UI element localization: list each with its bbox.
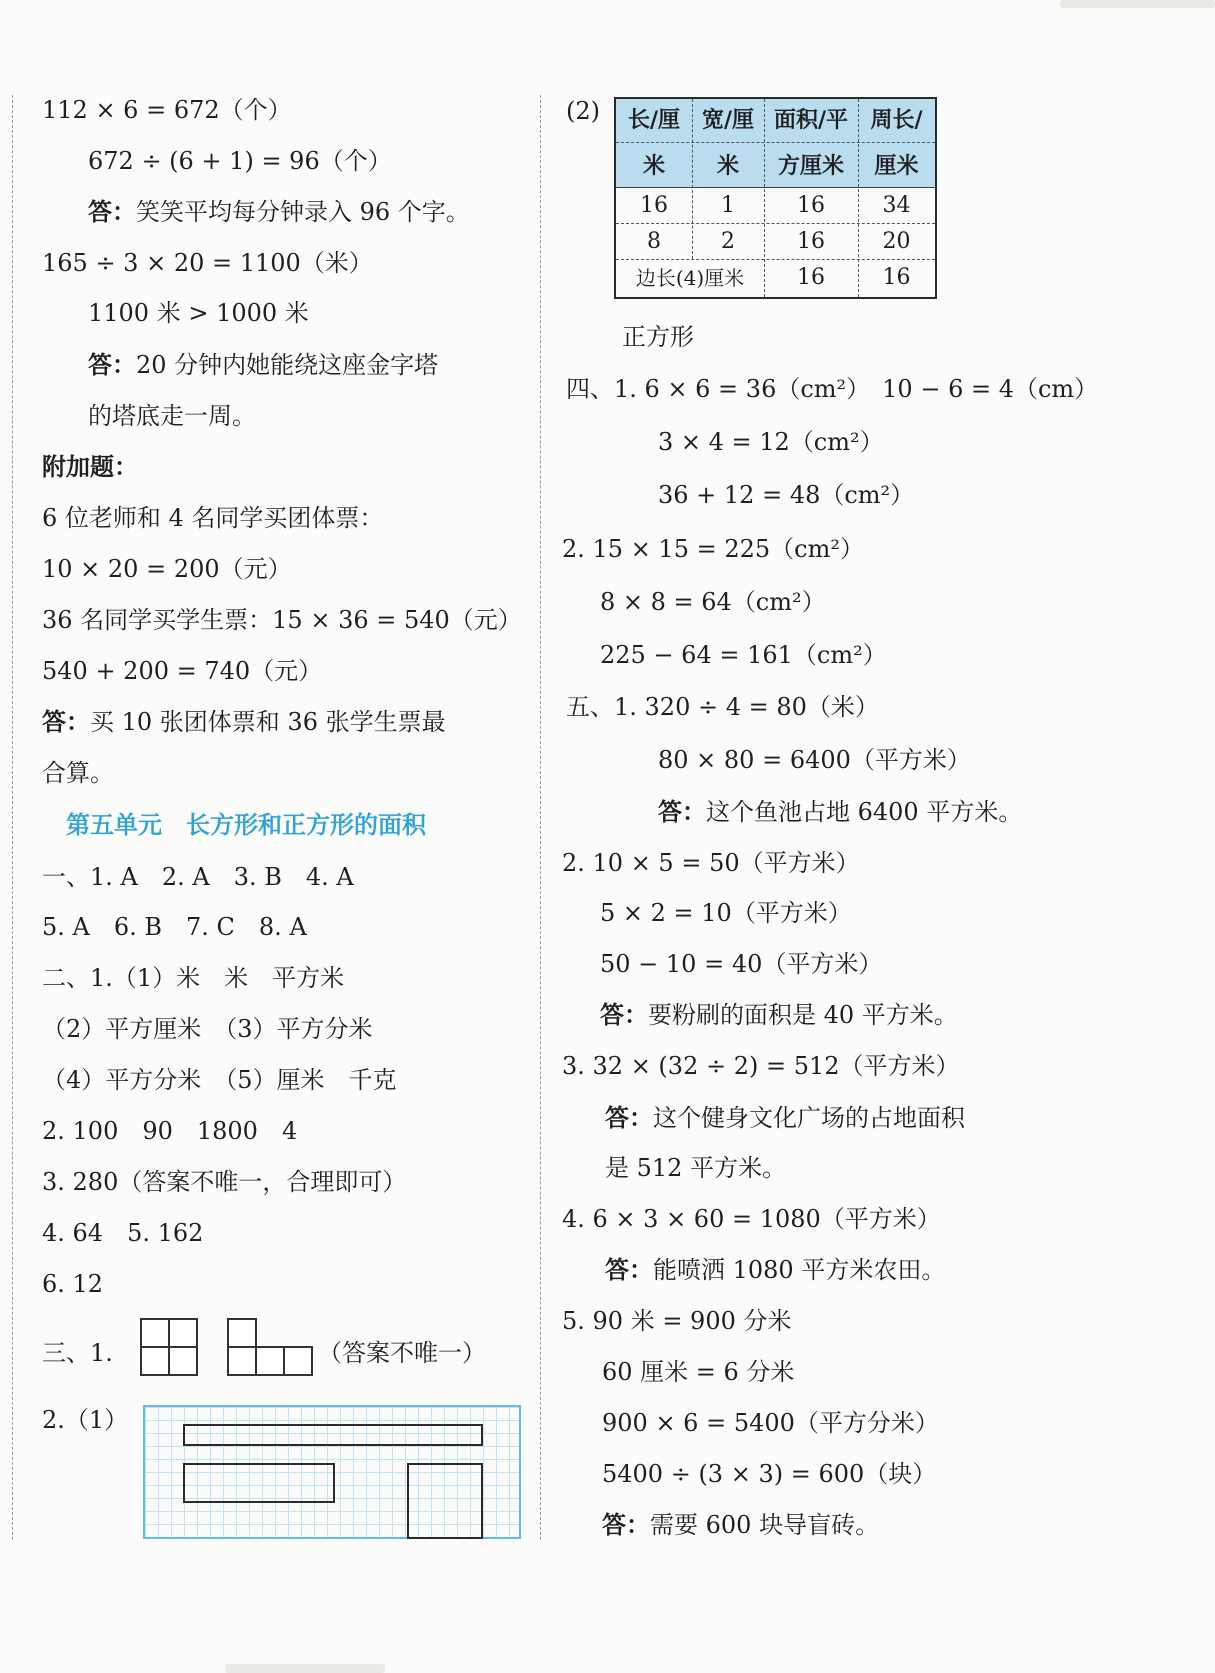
shape-answer: 正方形	[622, 323, 694, 351]
s5-q4-line1: 4. 6 × 3 × 60 = 1080（平方米）	[562, 1205, 941, 1233]
s5-q1-line2: 80 × 80 = 6400（平方米）	[658, 746, 971, 774]
unit5-s2-line4: 2. 100 90 1800 4	[42, 1117, 298, 1145]
s5-q1-line1: 五、1. 320 ÷ 4 = 80（米）	[566, 693, 879, 721]
s5-q4-answer: 答：能喷洒 1080 平方米农田。	[605, 1255, 946, 1284]
unit5-s2-line1: 二、1.（1）米 米 平方米	[42, 964, 345, 992]
table-cell: 16	[640, 193, 668, 218]
table-merged-cell: 边长(4)厘米	[635, 266, 745, 290]
q5-answer-2: 的塔底走一周。	[88, 402, 256, 430]
grid-drawing	[143, 1405, 521, 1539]
unit5-s2-line3: （4）平方分米 （5）厘米 千克	[42, 1066, 397, 1094]
table-cell: 2	[721, 229, 735, 254]
header-width-1: 宽/厘	[701, 107, 755, 133]
column-divider	[540, 95, 541, 1540]
s5-q2-line3: 50 − 10 = 40（平方米）	[600, 950, 883, 978]
unit5-s3-line1: 三、1.	[42, 1339, 113, 1367]
unit5-s2-line6: 4. 64 5. 162	[42, 1219, 204, 1247]
q4-line2: 672 ÷ (6 + 1) = 96（个）	[88, 147, 392, 175]
s5-q3-line1: 3. 32 × (32 ÷ 2) = 512（平方米）	[562, 1052, 960, 1080]
table-cell: 20	[882, 229, 911, 254]
s4-q1-line3: 36 + 12 = 48（cm²）	[658, 481, 915, 509]
header-perimeter-2: 厘米	[874, 153, 919, 179]
s5-q3-answer-1: 答：这个健身文化广场的占地面积	[605, 1103, 965, 1132]
dimensions-table	[614, 97, 937, 299]
header-area-2: 方厘米	[777, 153, 844, 179]
extra-answer-1: 答：买 10 张团体票和 36 张学生票最	[42, 707, 446, 736]
rectangle-medium	[183, 1463, 335, 1503]
rectangle-long	[183, 1424, 483, 1446]
s5-q1-answer: 答：这个鱼池占地 6400 平方米。	[658, 797, 1023, 826]
table-cell: 16	[797, 265, 825, 290]
unit5-s2-line7: 6. 12	[42, 1270, 104, 1298]
unit5-s2-line2: （2）平方厘米 （3）平方分米	[42, 1015, 373, 1043]
top-edge-strip	[1060, 0, 1215, 8]
unit5-s3-note: （答案不唯一）	[318, 1339, 486, 1367]
table-label: (2)	[566, 97, 600, 125]
q5-answer-1: 答：20 分钟内她能绕这座金字塔	[88, 350, 439, 379]
square-large	[407, 1463, 483, 1539]
bottom-edge-strip	[225, 1664, 385, 1673]
extra-line4: 540 + 200 = 740（元）	[42, 657, 323, 685]
s4-q2-line1: 2. 15 × 15 = 225（cm²）	[562, 535, 864, 563]
q4-line1: 112 × 6 = 672（个）	[42, 96, 292, 124]
unit5-s2-line5: 3. 280（答案不唯一，合理即可）	[42, 1168, 407, 1196]
s4-q2-line3: 225 − 64 = 161（cm²）	[600, 641, 887, 669]
table-cell: 8	[647, 229, 661, 254]
s4-q2-line2: 8 × 8 = 64（cm²）	[600, 588, 826, 616]
s5-q2-line2: 5 × 2 = 10（平方米）	[600, 899, 852, 927]
table-cell: 16	[797, 229, 825, 254]
s4-q1-line2: 3 × 4 = 12（cm²）	[658, 428, 884, 456]
header-area-1: 面积/平	[773, 107, 849, 133]
unit5-s3-line2: 2.（1）	[42, 1406, 129, 1434]
header-length-2: 米	[642, 153, 665, 179]
q5-line1: 165 ÷ 3 × 20 = 1100（米）	[42, 249, 373, 277]
extra-line3: 36 名同学买学生票：15 × 36 = 540（元）	[42, 606, 522, 634]
extra-line2: 10 × 20 = 200（元）	[42, 555, 292, 583]
s5-q5-answer: 答：需要 600 块导盲砖。	[602, 1510, 880, 1539]
unit5-s1-line1: 一、1. A 2. A 3. B 4. A	[42, 863, 354, 891]
extra-line1: 6 位老师和 4 名同学买团体票：	[42, 504, 384, 532]
s5-q2-answer: 答：要粉刷的面积是 40 平方米。	[600, 1000, 958, 1029]
q4-answer: 答：笑笑平均每分钟录入 96 个字。	[88, 197, 470, 226]
unit5-title: 第五单元 长方形和正方形的面积	[66, 811, 426, 839]
s5-q2-line1: 2. 10 × 5 = 50（平方米）	[562, 849, 860, 877]
extra-answer-2: 合算。	[42, 759, 114, 787]
header-perimeter-1: 周长/	[870, 107, 923, 133]
s5-q3-answer-2: 是 512 平方米。	[605, 1154, 787, 1182]
s5-q5-line1: 5. 90 米 = 900 分米	[562, 1307, 792, 1335]
table-cell: 16	[882, 265, 911, 290]
s5-q5-line2: 60 厘米 = 6 分米	[602, 1358, 795, 1386]
unit5-s1-line2: 5. A 6. B 7. C 8. A	[42, 913, 307, 941]
header-width-2: 米	[716, 153, 739, 179]
extra-title: 附加题：	[42, 452, 138, 481]
s5-q5-line4: 5400 ÷ (3 × 3) = 600（块）	[602, 1460, 937, 1488]
s5-q5-line3: 900 × 6 = 5400（平方分米）	[602, 1409, 939, 1437]
table-cell: 16	[797, 193, 825, 218]
table-cell: 1	[721, 193, 735, 218]
s4-q1-line1: 四、1. 6 × 6 = 36（cm²） 10 − 6 = 4（cm）	[566, 375, 1099, 403]
header-length-1: 长/厘	[627, 107, 681, 133]
table-cell: 34	[882, 193, 911, 218]
q5-line2: 1100 米 > 1000 米	[88, 299, 309, 327]
left-margin-rule	[12, 95, 13, 1540]
